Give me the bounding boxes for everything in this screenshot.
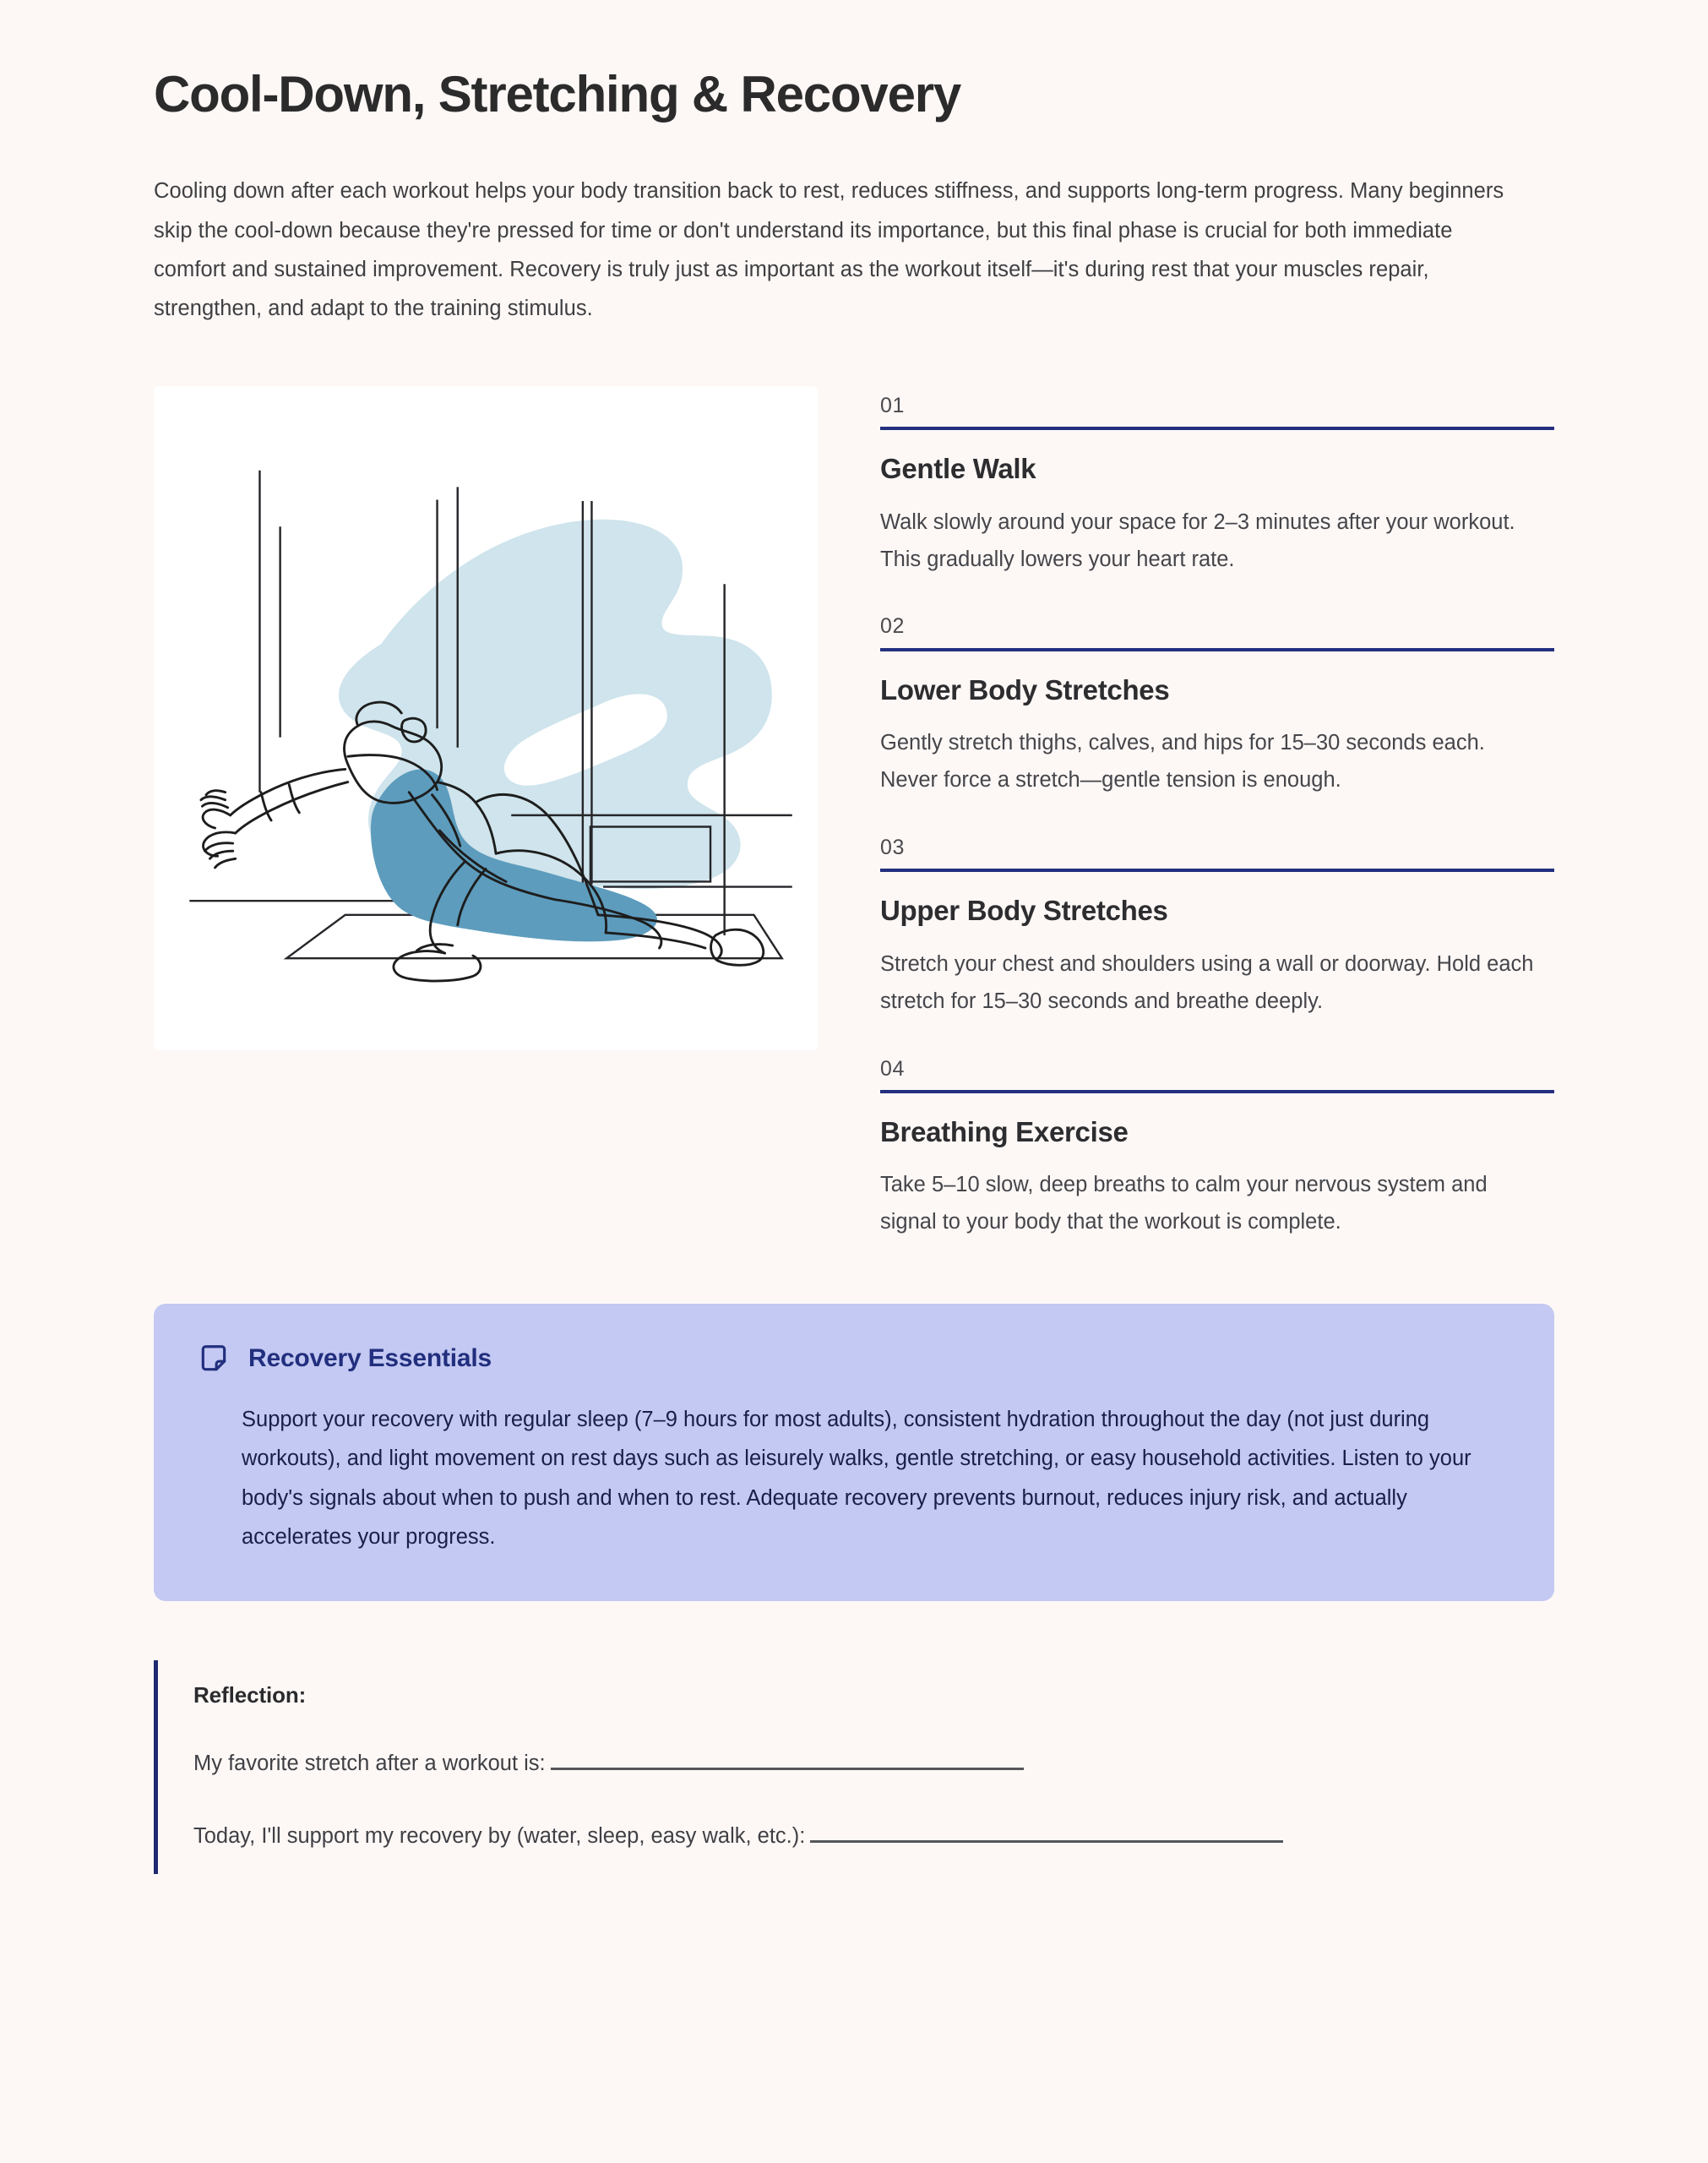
reflection-prompt (193, 1747, 1554, 1779)
reflection-section (154, 1660, 1554, 1875)
step-divider (880, 427, 1554, 430)
step-body: Take 5–10 slow, deep breaths to calm your nervous system and signal to your body that the workout is complete. (880, 1173, 1488, 1234)
note-icon (198, 1343, 230, 1375)
reflection-answer-blank[interactable] (810, 1824, 1283, 1843)
page-title: Cool-Down, Stretching & Recovery (154, 66, 961, 123)
reflection-answer-blank[interactable] (551, 1752, 1024, 1770)
step-item (880, 1056, 1554, 1242)
step-body: Stretch your chest and shoulders using a wall or doorway. Hold each stretch for 15–30 seconds and breathe deeply. (880, 951, 1534, 1013)
stretching-figure-illustration (154, 386, 818, 1050)
steps-column (880, 386, 1554, 1241)
step-divider (880, 1090, 1554, 1093)
reflection-prompt-label: Today, I'll support my recovery by (water, sleep, easy walk, etc.): (193, 1823, 806, 1848)
step-number: 04 (880, 1056, 906, 1081)
step-item (880, 393, 1554, 579)
reflection-title: Reflection: (193, 1681, 307, 1708)
callout-title: Recovery Essentials (248, 1344, 492, 1373)
intro-paragraph: Cooling down after each workout helps your body transition back to rest, reduces stiffness, and supports long-term progress. Many beginners skip the cool-down because they're pressed for time or don't understand its importance, but this final phase is crucial for both immediate comfort and sustained improvement. Recovery is truly just as important as the workout itself—it's during rest that your muscles repair, strengthen, and adapt to the training stimulus. (154, 179, 1504, 321)
step-body: Walk slowly around your space for 2–3 minutes after your workout. This gradually lowers your heart rate. (880, 509, 1515, 571)
step-title: Upper Body Stretches (880, 895, 1168, 927)
step-number: 01 (880, 393, 906, 417)
step-item (880, 835, 1554, 1021)
step-title: Breathing Exercise (880, 1115, 1129, 1147)
recovery-essentials-callout (154, 1304, 1554, 1601)
illustration-frame (154, 386, 818, 1050)
reflection-prompt (193, 1820, 1554, 1852)
reflection-prompt-label: My favorite stretch after a workout is: (193, 1751, 546, 1775)
content-columns (154, 386, 1554, 1241)
step-body: Gently stretch thighs, calves, and hips for 15–30 seconds each. Never force a stretch—gentle tension is enough. (880, 731, 1485, 793)
step-title: Gentle Walk (880, 453, 1036, 485)
step-title: Lower Body Stretches (880, 673, 1170, 706)
callout-header (198, 1343, 1510, 1375)
illustration-column (154, 386, 818, 1050)
step-item (880, 613, 1554, 799)
callout-body: Support your recovery with regular sleep (7–9 hours for most adults), consistent hydration throughout the day (not just during workouts), and light movement on rest days such as leisurely walks, gentle stretching, or easy household activities. Listen to your body's signals about when to push and when to rest. Adequate recovery prevents burnout, reduces injury risk, and actually accelerates your progress. (242, 1408, 1471, 1550)
step-number: 02 (880, 614, 906, 639)
step-divider (880, 648, 1554, 651)
step-divider (880, 869, 1554, 872)
step-number: 03 (880, 835, 906, 859)
